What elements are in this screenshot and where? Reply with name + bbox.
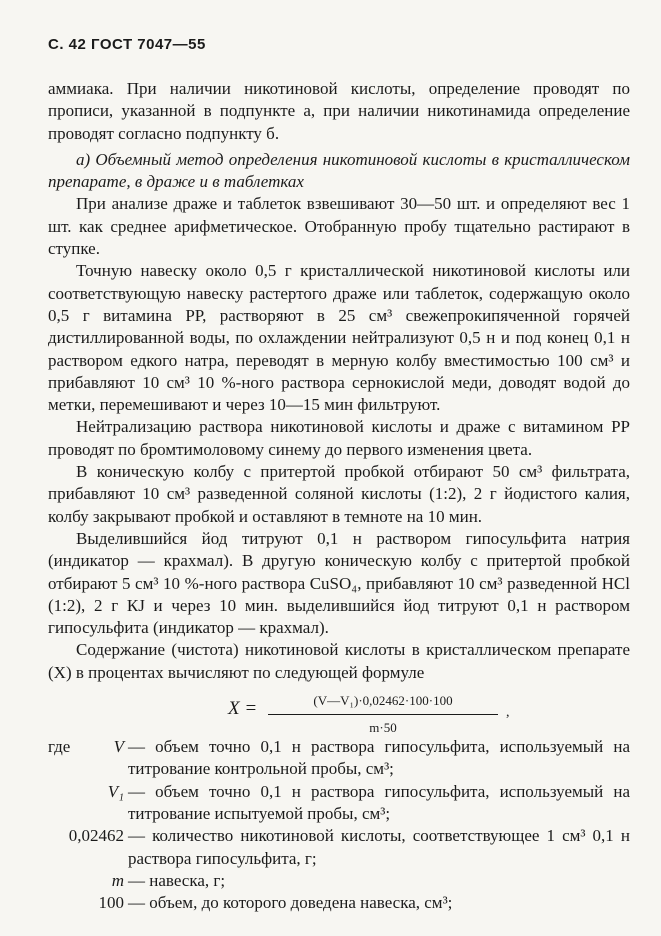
definition-term: V₁ (107, 781, 124, 801)
paragraph-4: Точную навеску около 0,5 г кристаллической никотиновой кислоты или соответствующую навеску растертого драже или таблеток, содержащую около 0,5 г витамина РР, растворяют в 25 см³ свежепрокипяченной горячей дистиллированной воды, по охлаждении нейтрализуют 0,5 н и под конец 0,1 н раствором едкого натра, переводят в мерную колбу вместимостью 100 см³ и прибавляют 10 см³ 10 %-ного раствора сернокислой меди, доводят водой до метки, перемешивают и через 10—15 мин фильтруют. (48, 261, 630, 415)
formula-fraction (268, 690, 498, 740)
section-heading: а) Объемный метод определения никотиновой кислоты в кристаллическом препарате, в драже и в таблетках (48, 149, 630, 192)
paragraph-8: Содержание (чистота) никотиновой кислоты в кристаллическом препарате (X) в процентах вычисляют по следующей формуле (48, 640, 630, 682)
definition-item (48, 870, 630, 892)
document-body (48, 78, 630, 914)
paragraph-6: В коническую колбу с притертой пробкой отбирают 50 см³ фильтрата, прибавляют 10 см³ разведенной соляной кислоты (1:2), 2 г йодистого калия, колбу закрывают пробкой и оставляют в темноте на 10 мин. (48, 462, 630, 526)
definition-term: m (111, 870, 124, 890)
paragraph-5: Нейтрализацию раствора никотиновой кислоты и драже с витамином РР проводят по бромтимоловому синему до первого изменения цвета. (48, 417, 630, 459)
where-label: где (48, 737, 71, 757)
definition-item (48, 892, 630, 914)
definition-desc: — объем точно 0,1 н раствора гипосульфита, используемый на титрование испытуемой пробы, см³; (128, 781, 630, 823)
paragraph-7: Выделившийся йод титруют 0,1 н раствором гипосульфита натрия (индикатор — крахмал). В другую коническую колбу с притертой пробкой отбирают 5 см³ 10 %-ного раствора CuSO₄, прибавляют 10 см³ разведенной НСl (1:2), 2 г КJ и через 10 мин. выделившийся йод титруют 0,1 н раствором гипосульфита (индикатор — крахмал). (48, 528, 630, 638)
page-header: С. 42 ГОСТ 7047—55 (48, 36, 206, 53)
formula-numerator: (V—V₁)·0,02462·100·100 (268, 690, 498, 715)
formula (48, 690, 630, 734)
definition-item (48, 825, 630, 870)
definition-item (48, 781, 630, 826)
definition-desc: — объем, до которого доведена навеска, см³; (128, 893, 453, 913)
definition-desc: — количество никотиновой кислоты, соответствующее 1 см³ 0,1 н раствора гипосульфита, г; (128, 826, 630, 868)
paragraph-1: аммиака. При наличии никотиновой кислоты, определение проводят по прописи, указанной в подпункте а, при наличии никотинамида определение проводят согласно подпункту б. (48, 79, 630, 143)
formula-denominator: m·50 (369, 720, 397, 736)
formula-tail: , (506, 705, 510, 721)
definition-item (48, 736, 630, 781)
definitions-list (48, 736, 630, 914)
definition-term: V (113, 737, 124, 757)
definition-desc: — объем точно 0,1 н раствора гипосульфита, используемый на титрование контрольной пробы, см³; (128, 737, 630, 779)
formula-lhs: X = (228, 698, 258, 720)
definition-desc: — навеска, г; (128, 870, 226, 890)
paragraph-3: При анализе драже и таблеток взвешивают 30—50 шт. и определяют вес 1 шт. как среднее арифметическое. Отобранную пробу тщательно растирают в ступке. (48, 194, 630, 259)
definition-term: 0,02462 (68, 826, 124, 846)
definition-term: 100 (98, 893, 124, 913)
